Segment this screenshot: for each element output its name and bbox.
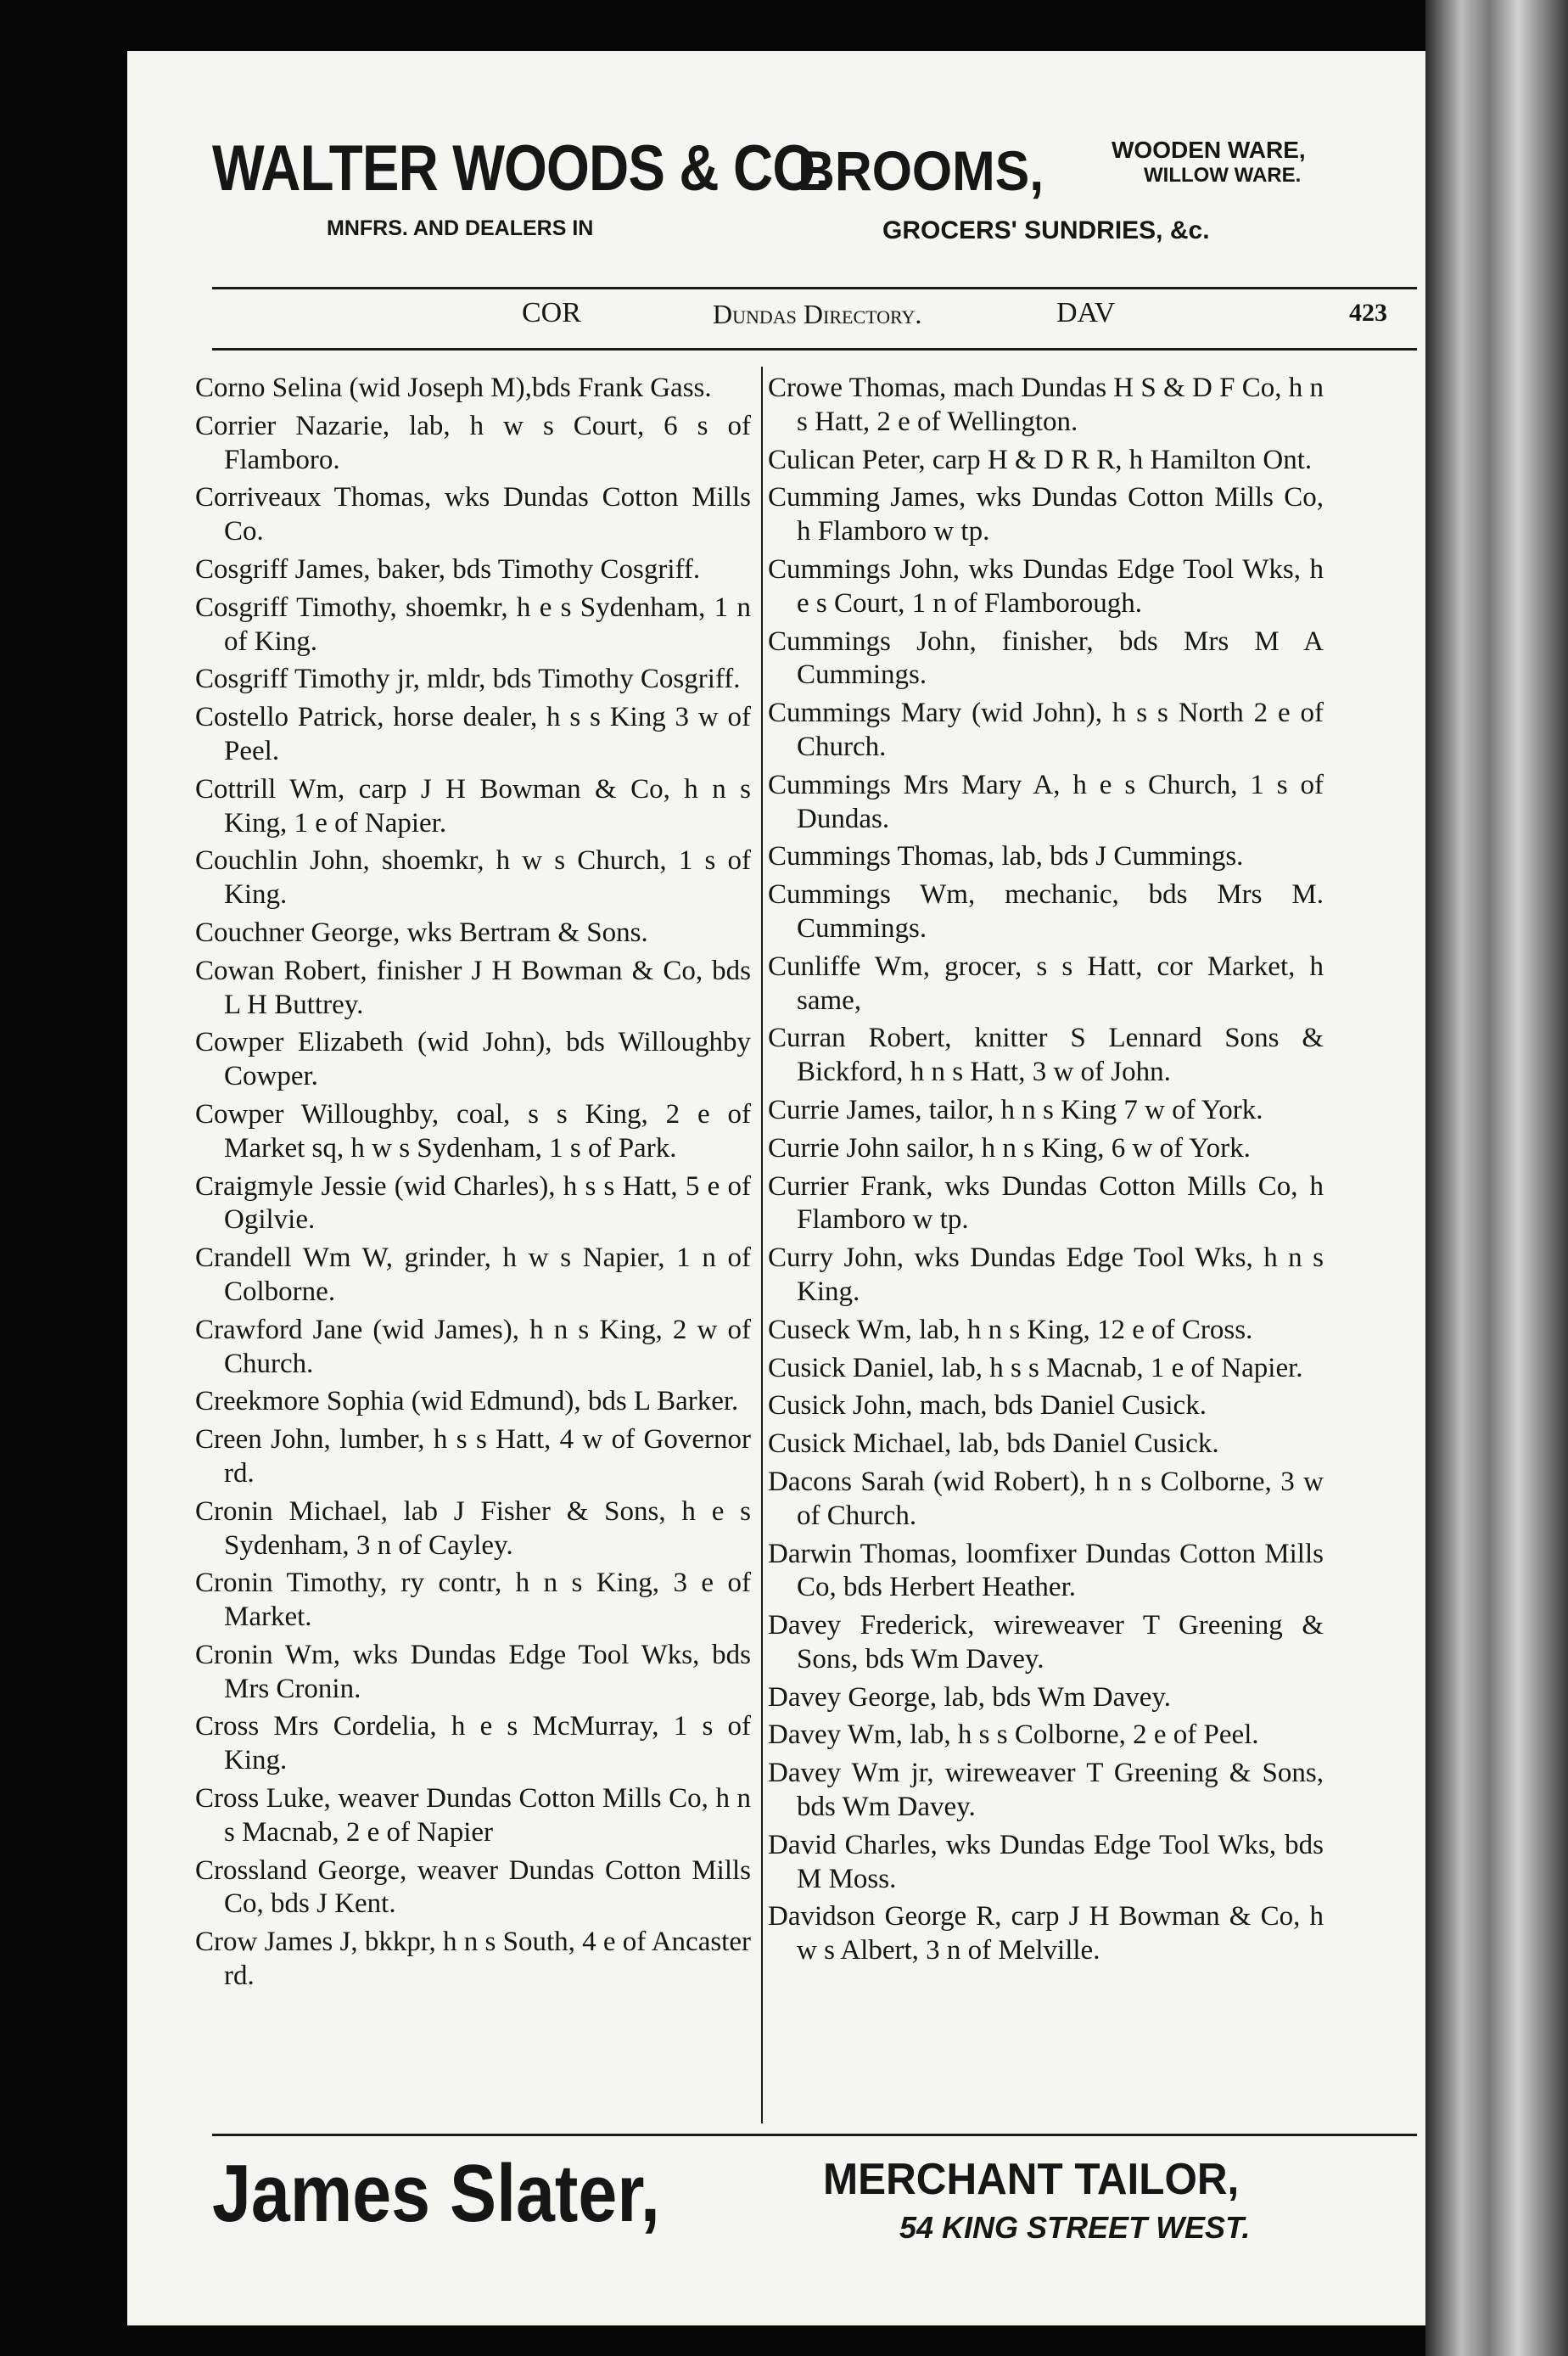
directory-entry: David Charles, wks Dundas Edge Tool Wks, bds M Moss. <box>768 1829 1324 1894</box>
directory-entry: Crossland George, weaver Dundas Cotton Mills Co, bds J Kent. <box>195 1854 751 1920</box>
directory-entry: Cummings John, wks Dundas Edge Tool Wks, h e s Court, 1 n of Flamborough. <box>768 553 1324 619</box>
directory-entry: Craigmyle Jessie (wid Charles), h s s Hatt, 5 e of Ogilvie. <box>195 1170 751 1236</box>
directory-entry: Cosgriff Timothy jr, mldr, bds Timothy Cosgriff. <box>195 664 741 695</box>
ad-product-line3: GROCERS' SUNDRIES, &c. <box>882 216 1210 244</box>
ad-product-line1: WOODEN WARE, <box>1112 137 1306 163</box>
bottom-rule <box>212 2134 1417 2136</box>
directory-entry: Davey George, lab, bds Wm Davey. <box>768 1681 1172 1713</box>
ad-tailor-address: 54 KING STREET WEST. <box>899 2210 1251 2245</box>
running-head-right: DAV <box>1056 297 1116 328</box>
directory-entry: Creekmore Sophia (wid Edmund), bds L Barker. <box>195 1386 739 1417</box>
directory-entry: Cronin Timothy, ry contr, h n s King, 3 e of Market. <box>195 1568 751 1633</box>
running-head-center: Dundas Directory. <box>713 299 922 329</box>
directory-entry: Crawford Jane (wid James), h n s King, 2 w of Church. <box>195 1314 751 1379</box>
directory-entry: Davey Frederick, wireweaver T Greening & Sons, bds Wm Davey. <box>768 1610 1324 1674</box>
directory-entry: Cummings Wm, mechanic, bds Mrs M. Cummings. <box>768 879 1324 944</box>
directory-entry: Corrier Nazarie, lab, h w s Court, 6 s of Flamboro. <box>195 410 751 475</box>
directory-entry: Cowan Robert, finisher J H Bowman & Co, bds L H Buttrey. <box>195 955 751 1020</box>
directory-page <box>127 51 1425 2325</box>
directory-entry: Cusick John, mach, bds Daniel Cusick. <box>768 1390 1207 1422</box>
directory-entry: Crowe Thomas, mach Dundas H S & D F Co, h n s Hatt, 2 e of Wellington. <box>768 373 1324 437</box>
ad-tailor-name: James Slater, <box>212 2148 660 2239</box>
directory-entry: Cronin Wm, wks Dundas Edge Tool Wks, bds Mrs Cronin. <box>195 1639 751 1704</box>
directory-entry: Davey Wm, lab, h s s Colborne, 2 e of Peel. <box>768 1719 1259 1751</box>
directory-entry: Cross Mrs Cordelia, h e s McMurray, 1 s of King. <box>195 1711 751 1776</box>
book-spine <box>1425 0 1568 2356</box>
directory-entry: Cummings John, finisher, bds Mrs M A Cummings. <box>768 625 1324 691</box>
ad-subtitle: MNFRS. AND DEALERS IN <box>327 216 594 240</box>
ad-tailor-trade: MERCHANT TAILOR, <box>823 2155 1240 2204</box>
directory-entry: Darwin Thomas, loomfixer Dundas Cotton Mills Co, bds Herbert Heather. <box>768 1538 1324 1603</box>
directory-entry: Cross Luke, weaver Dundas Cotton Mills Co, h n s Macnab, 2 e of Napier <box>195 1783 751 1848</box>
left-column <box>195 372 751 1994</box>
running-head-left: COR <box>522 297 581 328</box>
ad-product-line2: WILLOW WARE. <box>1144 164 1302 187</box>
directory-entry: Currie John sailor, h n s King, 6 w of York. <box>768 1132 1251 1164</box>
directory-entry: Cosgriff James, baker, bds Timothy Cosgriff. <box>195 553 701 585</box>
directory-entry: Couchner George, wks Bertram & Sons. <box>195 917 648 948</box>
directory-entry: Corriveaux Thomas, wks Dundas Cotton Mills Co. <box>195 482 751 547</box>
ad-product-main: BROOMS, <box>798 139 1044 202</box>
directory-entry: Culican Peter, carp H & D R R, h Hamilton Ont. <box>768 444 1313 475</box>
directory-entry: Cummings Thomas, lab, bds J Cummings. <box>768 841 1244 872</box>
directory-entry: Cuseck Wm, lab, h n s King, 12 e of Cross. <box>768 1314 1253 1345</box>
column-divider <box>761 367 763 2123</box>
directory-entry: Currier Frank, wks Dundas Cotton Mills Co, h Flamboro w tp. <box>768 1170 1324 1236</box>
directory-entry: Cusick Daniel, lab, h s s Macnab, 1 e of Napier. <box>768 1352 1303 1383</box>
directory-entry: Curry John, wks Dundas Edge Tool Wks, h n s King. <box>768 1243 1324 1307</box>
ad-company-name: WALTER WOODS & CO. <box>212 132 830 205</box>
page-number: 423 <box>1349 299 1387 327</box>
directory-entry: Cumming James, wks Dundas Cotton Mills Co, h Flamboro w tp. <box>768 482 1324 547</box>
right-column <box>768 372 1324 1968</box>
directory-entry: Davidson George R, carp J H Bowman & Co, h w s Albert, 3 n of Melville. <box>768 1901 1324 1966</box>
directory-entry: Cowper Elizabeth (wid John), bds Willoughby Cowper. <box>195 1027 751 1092</box>
directory-entry: Creen John, lumber, h s s Hatt, 4 w of Governor rd. <box>195 1424 751 1489</box>
directory-entry: Davey Wm jr, wireweaver T Greening & Sons, bds Wm Davey. <box>768 1758 1324 1823</box>
directory-entry: Crandell Wm W, grinder, h w s Napier, 1 n of Colborne. <box>195 1243 751 1307</box>
directory-entry: Corno Selina (wid Joseph M),bds Frank Gass. <box>195 373 712 403</box>
header-rule <box>212 348 1417 351</box>
directory-entry: Cowper Willoughby, coal, s s King, 2 e of Market sq, h w s Sydenham, 1 s of Park. <box>195 1098 751 1164</box>
directory-entry: Cusick Michael, lab, bds Daniel Cusick. <box>768 1428 1219 1460</box>
directory-entry: Cummings Mrs Mary A, h e s Church, 1 s of Dundas. <box>768 769 1324 834</box>
directory-entry: Couchlin John, shoemkr, h w s Church, 1 s of King. <box>195 845 751 911</box>
bottom-advertisement <box>212 2147 1417 2291</box>
top-advertisement <box>212 132 1417 284</box>
directory-entry: Dacons Sarah (wid Robert), h n s Colborne, 3 w of Church. <box>768 1466 1324 1531</box>
directory-entry: Crow James J, bkkpr, h n s South, 4 e of Ancaster rd. <box>195 1927 751 1992</box>
directory-entry: Costello Patrick, horse dealer, h s s King 3 w of Peel. <box>195 702 751 766</box>
directory-entry: Cosgriff Timothy, shoemkr, h e s Sydenham, 1 n of King. <box>195 592 751 657</box>
directory-entry: Currie James, tailor, h n s King 7 w of York. <box>768 1094 1263 1125</box>
directory-entry: Cottrill Wm, carp J H Bowman & Co, h n s King, 1 e of Napier. <box>195 773 751 839</box>
directory-entry: Curran Robert, knitter S Lennard Sons & Bickford, h n s Hatt, 3 w of John. <box>768 1023 1324 1088</box>
directory-entry: Cronin Michael, lab J Fisher & Sons, h e s Sydenham, 3 n of Cayley. <box>195 1495 751 1561</box>
directory-entry: Cunliffe Wm, grocer, s s Hatt, cor Market, h same, <box>768 951 1324 1016</box>
running-head <box>212 297 1417 339</box>
directory-entry: Cummings Mary (wid John), h s s North 2 e of Church. <box>768 698 1324 762</box>
top-rule <box>212 287 1417 289</box>
